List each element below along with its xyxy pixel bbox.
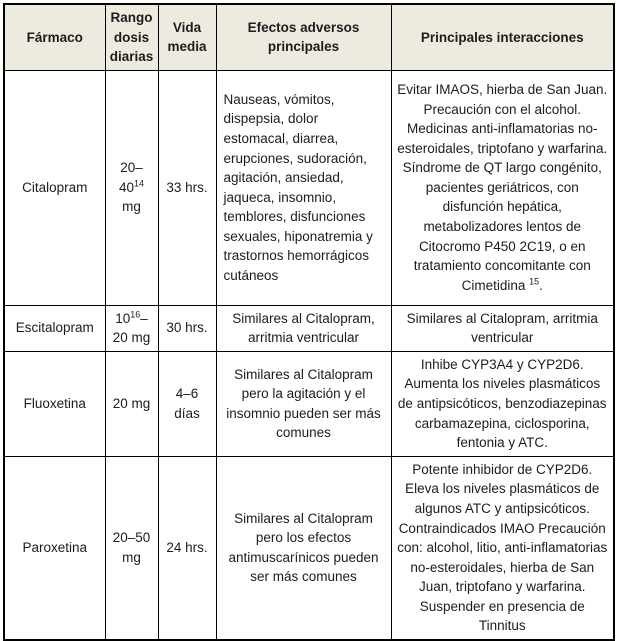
header-efectos-adversos: Efectos adversos principales bbox=[216, 4, 391, 70]
dose-line: 20– bbox=[120, 160, 143, 176]
cell-adverse-effects: Similares al Citalopram pero la agitación y el insomnio pueden ser más comunes bbox=[216, 351, 391, 456]
cell-dose-range bbox=[105, 305, 158, 351]
table-row-paroxetina bbox=[4, 456, 614, 640]
table-row-fluoxetina bbox=[4, 351, 614, 456]
cell-interactions: Similares al Citalopram, arritmia ventricular bbox=[391, 305, 614, 351]
cell-dose-range bbox=[105, 456, 158, 640]
header-vida-media: Vida media bbox=[158, 4, 216, 70]
cell-half-life: 30 hrs. bbox=[158, 305, 216, 351]
cell-half-life: 24 hrs. bbox=[158, 456, 216, 640]
dose-line: 20 mg bbox=[112, 330, 151, 346]
ssri-drug-comparison-table bbox=[3, 3, 615, 641]
cell-half-life: 33 hrs. bbox=[158, 70, 216, 305]
cell-dose-range bbox=[105, 70, 158, 305]
cell-interactions: Inhibe CYP3A4 y CYP2D6. Aumenta los niveles plasmáticos de antipsicóticos, benzodiazepinas carbamazepina, ciclosporina, fentonia y ATC. bbox=[391, 351, 614, 456]
cell-adverse-effects: Nauseas, vómitos, dispepsia, dolor estomacal, diarrea, erupciones, sudoración, agitación, ansiedad, jaqueca, insomnio, temblores, disfunciones sexuales, hiponatremia y trastornos hemorrágicos cutáneos bbox=[216, 70, 391, 305]
cell-interactions: Potente inhibidor de CYP2D6. Eleva los niveles plasmáticos de algunos ATC y antipsicóticos. Contraindicados IMAO Precaución con: alcohol, litio, anti-inflamatorias no-esteroidales, hierba de San Juan, triptofano y warfarina. Suspender en presencia de Tinnitus bbox=[391, 456, 614, 640]
cell-adverse-effects: Similares al Citalopram, arritmia ventricular bbox=[216, 305, 391, 351]
cell-interactions: Evitar IMAOS, hierba de San Juan. Precaución con el alcohol. Medicinas anti-inflamatorias no-esteroidales, triptofano y warfarina. Síndrome de QT largo congénito, pacientes geriátricos, con disfunción hepática, metabolizadores lentos de Citocromo P450 2C19, o en tratamiento concomitante con Cimetidina $^{15}$. bbox=[391, 70, 614, 305]
dose-line: mg bbox=[122, 199, 141, 215]
cell-drug-name: Paroxetina bbox=[4, 456, 105, 640]
table-row-escitalopram bbox=[4, 305, 614, 351]
header-rango-dosis: Rango dosis diarias bbox=[105, 4, 158, 70]
footnote-marker: 15 bbox=[529, 276, 540, 287]
header-farmaco: Fármaco bbox=[4, 4, 105, 70]
header-principales-interacciones: Principales interacciones bbox=[391, 4, 614, 70]
table-header-row bbox=[4, 4, 614, 70]
cell-drug-name: Citalopram bbox=[4, 70, 105, 305]
cell-dose-range: 20 mg bbox=[105, 351, 158, 456]
dose-line: mg bbox=[122, 549, 141, 565]
cell-half-life: 4–6 días bbox=[158, 351, 216, 456]
table-row-citalopram bbox=[4, 70, 614, 305]
cell-drug-name: Fluoxetina bbox=[4, 351, 105, 456]
cell-drug-name: Escitalopram bbox=[4, 305, 105, 351]
dose-line: $10^{16}-$ bbox=[115, 309, 148, 326]
dose-line: 20–50 bbox=[112, 530, 151, 546]
footnote-marker: 14 bbox=[134, 178, 145, 189]
cell-adverse-effects: Similares al Citalopram pero los efectos antimuscarínicos pueden ser más comunes bbox=[216, 456, 391, 640]
dose-line: $40^{14}$ bbox=[118, 178, 145, 195]
footnote-marker: 16 bbox=[130, 309, 141, 320]
